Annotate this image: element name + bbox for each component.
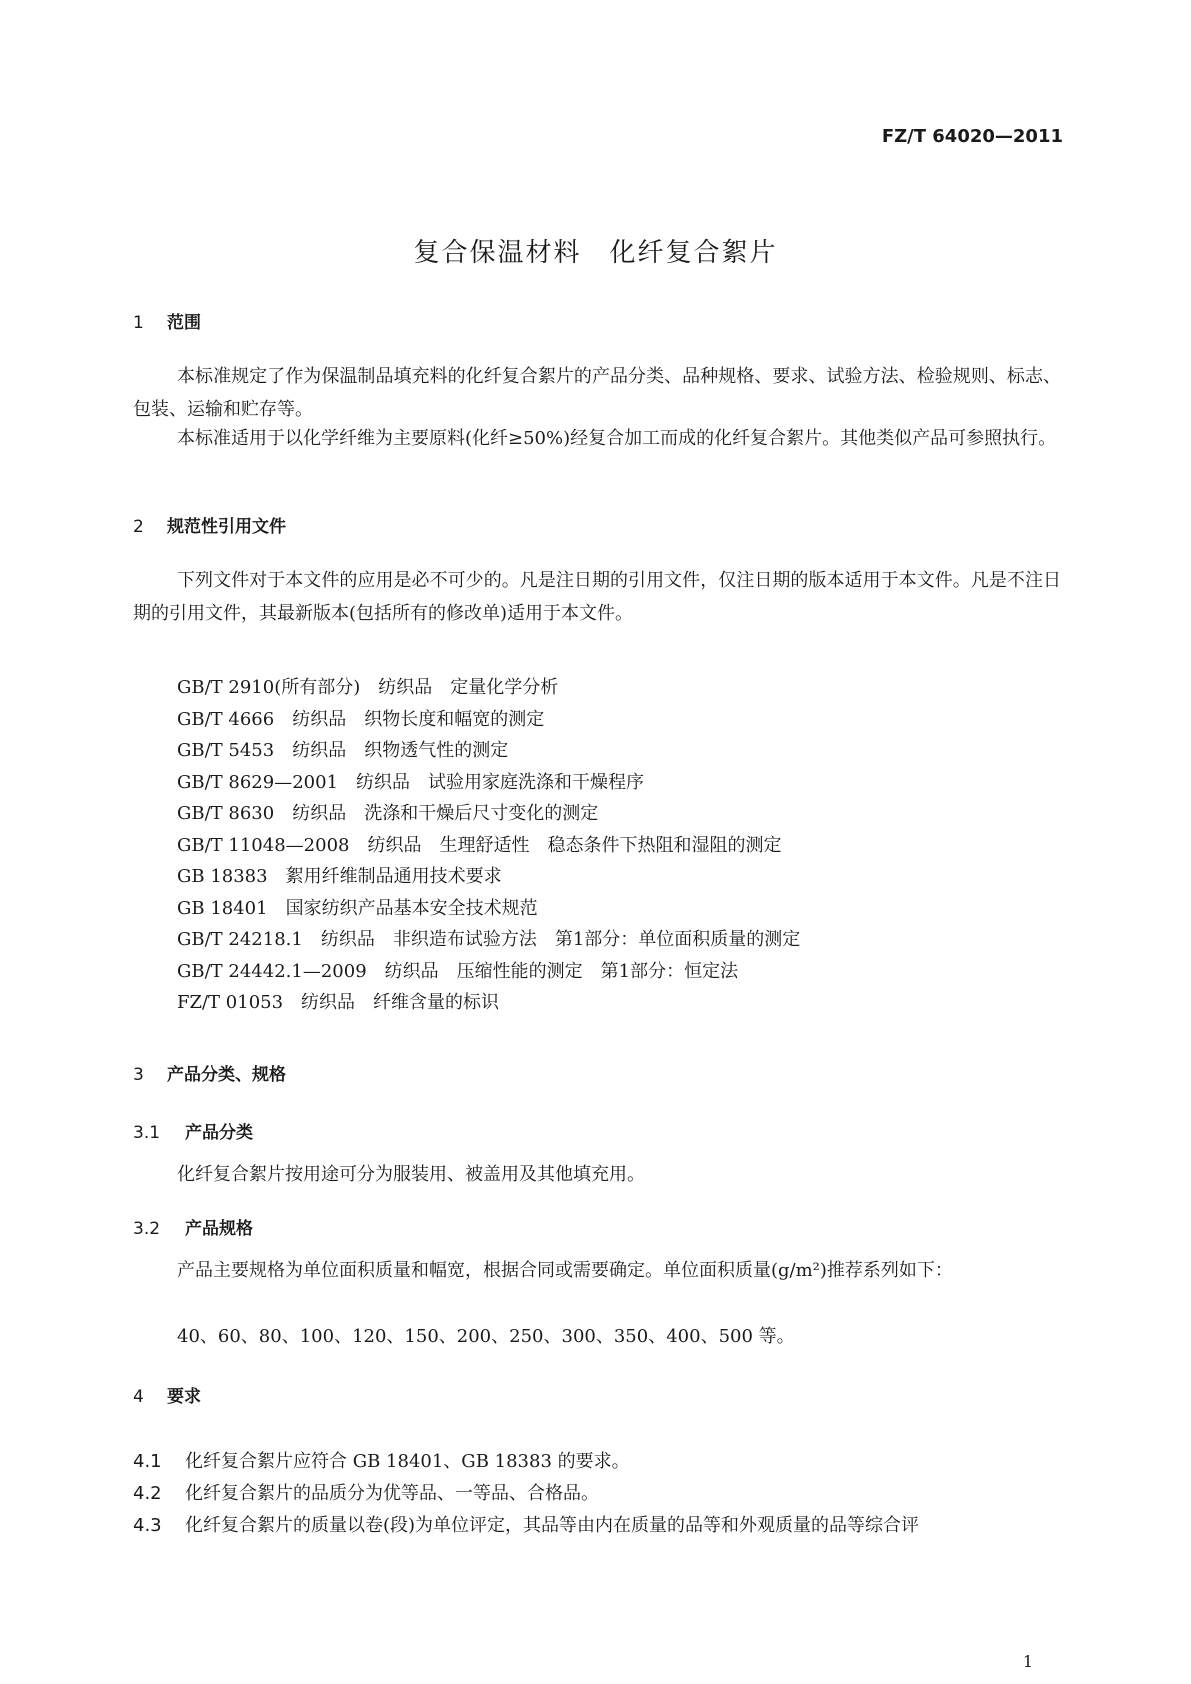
reference-item: GB/T 4666 纺织品 织物长度和幅宽的测定 — [177, 708, 545, 730]
subsection-title: 产品规格 — [185, 1219, 253, 1239]
reference-item: FZ/T 01053 纺织品 纤维含量的标识 — [177, 992, 500, 1013]
subsection-number: 3.1 — [133, 1123, 161, 1143]
section-3-1-text: 化纤复合絮片按用途可分为服装用、被盖用及其他填充用。 — [177, 1164, 645, 1185]
reference-item: GB/T 11048—2008 纺织品 生理舒适性 稳态条件下热阻和湿阻的测定 — [177, 834, 782, 856]
clause-4-2 — [133, 1479, 599, 1505]
subsection-title: 产品分类 — [185, 1123, 253, 1143]
clause-number: 4.2 — [133, 1483, 162, 1504]
section-title: 规范性引用文件 — [167, 517, 286, 537]
section-2-intro: 下列文件对于本文件的应用是必不可少的。凡是注日期的引用文件，仅注日期的版本适用于本文件。凡是不注日期的引用文件，其最新版本(包括所有的修改单)适用于本文件。 — [133, 570, 1061, 624]
reference-item: GB/T 8629—2001 纺织品 试验用家庭洗涤和干燥程序 — [177, 771, 645, 793]
reference-list — [177, 672, 800, 1019]
section-1-paragraph-2: 本标准适用于以化学纤维为主要原料(化纤≥50%)经复合加工而成的化纤复合絮片。其他类似产品可参照执行。 — [177, 428, 1057, 449]
clause-4-1 — [133, 1447, 630, 1473]
clause-text: 化纤复合絮片应符合 GB 18401、GB 18383 的要求。 — [185, 1451, 630, 1472]
reference-item: GB/T 2910(所有部分) 纺织品 定量化学分析 — [177, 677, 559, 698]
standard-number: FZ/T 64020—2011 — [881, 126, 1063, 147]
reference-item: GB/T 24218.1 纺织品 非织造布试验方法 第1部分：单位面积质量的测定 — [177, 929, 801, 950]
reference-item: GB/T 24442.1—2009 纺织品 压缩性能的测定 第1部分：恒定法 — [177, 960, 739, 982]
reference-item: GB/T 5453 纺织品 织物透气性的测定 — [177, 740, 509, 761]
section-4-heading — [133, 1382, 201, 1407]
section-2-heading — [133, 512, 286, 537]
reference-item: GB 18401 国家纺织产品基本安全技术规范 — [177, 897, 538, 919]
section-1-heading — [133, 308, 201, 333]
document-title: 复合保温材料 化纤复合絮片 — [413, 238, 778, 268]
section-title: 范围 — [167, 313, 201, 333]
section-3-1-heading — [133, 1118, 253, 1143]
section-number: 2 — [133, 517, 144, 537]
section-3-2-heading — [133, 1214, 253, 1239]
weight-series: 40、60、80、100、120、150、200、250、300、350、400、500 等。 — [177, 1326, 795, 1347]
section-3-2-text: 产品主要规格为单位面积质量和幅宽，根据合同或需要确定。单位面积质量(g/m²)推荐系列如下： — [177, 1260, 953, 1281]
clause-text: 化纤复合絮片的质量以卷(段)为单位评定，其品等由内在质量的品等和外观质量的品等综合评 — [185, 1515, 920, 1536]
clause-4-3 — [133, 1511, 919, 1537]
section-number: 4 — [133, 1387, 144, 1407]
section-3-heading — [133, 1060, 286, 1085]
clause-text: 化纤复合絮片的品质分为优等品、一等品、合格品。 — [185, 1483, 599, 1504]
section-1-paragraph-1: 本标准规定了作为保温制品填充料的化纤复合絮片的产品分类、品种规格、要求、试验方法、检验规则、标志、包装、运输和贮存等。 — [133, 366, 1061, 420]
clause-number: 4.1 — [133, 1451, 162, 1472]
subsection-number: 3.2 — [133, 1219, 161, 1239]
section-number: 1 — [133, 313, 144, 333]
clause-number: 4.3 — [133, 1515, 162, 1536]
page-number: 1 — [1022, 1652, 1033, 1671]
section-title: 产品分类、规格 — [167, 1065, 286, 1085]
section-number: 3 — [133, 1065, 144, 1085]
reference-item: GB 18383 絮用纤维制品通用技术要求 — [177, 866, 502, 887]
reference-item: GB/T 8630 纺织品 洗涤和干燥后尺寸变化的测定 — [177, 803, 599, 824]
section-title: 要求 — [167, 1387, 201, 1407]
